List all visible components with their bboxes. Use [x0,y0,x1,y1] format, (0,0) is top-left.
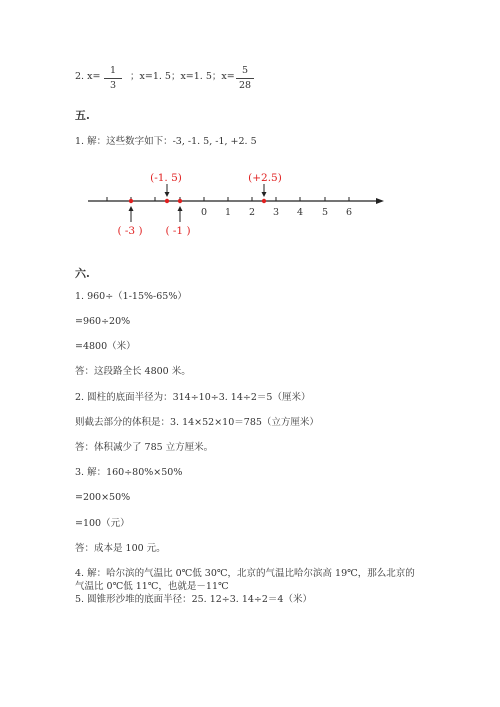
point-minus-1 [178,199,182,203]
text-line: 1. 960÷（1-15%-65%） [75,291,187,302]
point-minus-3 [129,199,133,203]
answer-2-middle: ；x=1. 5；x=1. 5；x= [130,71,235,82]
label-minus-1-5: (-1. 5) [150,172,182,184]
arrowhead-icon [262,192,267,197]
label-plus-2-5: (+2.5) [248,172,282,184]
text-line: =100（元） [75,518,130,529]
text-line: 气温比 0℃低 11℃，也就是－11℃ [75,581,229,592]
arrowhead-icon [129,206,134,211]
fraction-numerator: 1 [109,65,117,76]
text-line: 答：这段路全长 4800 米。 [75,366,191,377]
text-line: =960÷20% [75,316,131,327]
point-plus-2-5 [262,199,266,203]
axis-arrowhead [376,198,384,204]
text-line: 答：成本是 100 元。 [75,543,166,554]
text-line: 2. 圆柱的底面半径为：314÷10÷3. 14÷2＝5（厘米） [75,392,311,403]
fraction-denominator: 28 [238,80,252,91]
text-line: 4. 解：哈尔滨的气温比 0℃低 30℃，北京的气温比哈尔滨高 19℃，那么北京的 [75,568,415,579]
text-line: 5. 圆锥形沙堆的底面半径：25. 12÷3. 14÷2＝4（米） [75,594,312,605]
section-5-heading: 五. [75,109,90,122]
text-line: 答：体积减少了 785 立方厘米。 [75,442,214,453]
section-5-answer-1: 1. 解：这些数字如下：-3, -1. 5, -1, +2. 5 [75,136,257,147]
fraction-numerator: 5 [241,65,249,76]
text-line: =200×50% [75,492,131,503]
tick-label-2: 2 [248,207,256,218]
answer-2-prefix: 2. x= [75,71,101,82]
text-line: 3. 解：160÷80%×50% [75,467,183,478]
tick-label-6: 6 [345,207,353,218]
text-line: 则截去部分的体积是：3. 14×52×10＝785（立方厘米） [75,417,319,428]
arrowhead-icon [178,206,183,211]
tick-label-1: 1 [224,207,232,218]
point-minus-1-5 [165,199,169,203]
section-6-heading: 六. [75,267,90,280]
label-minus-1: ( -1 ) [165,225,191,237]
tick-label-5: 5 [321,207,329,218]
tick-label-3: 3 [272,207,280,218]
text-line: =4800（米） [75,341,136,352]
number-line-diagram [0,0,500,260]
label-minus-3: ( -3 ) [117,225,143,237]
tick-label-4: 4 [296,207,304,218]
fraction-denominator: 3 [109,80,117,91]
arrowhead-icon [165,192,170,197]
tick-label-0: 0 [200,207,208,218]
